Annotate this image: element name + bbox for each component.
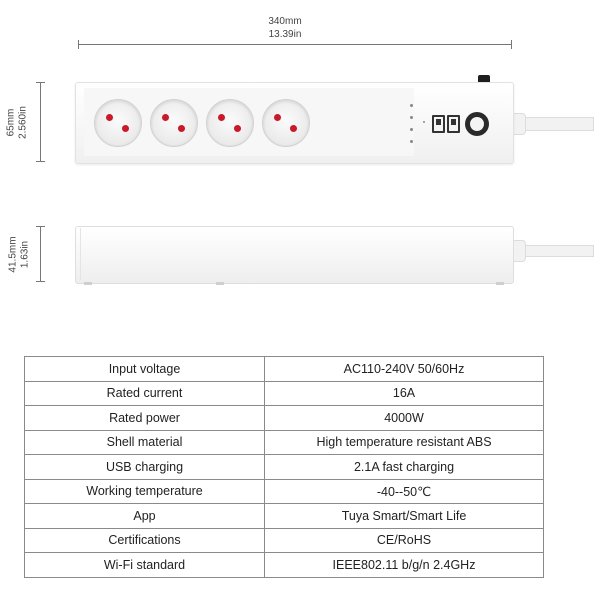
socket-2 [150, 99, 198, 147]
spec-value: High temperature resistant ABS [265, 430, 544, 455]
strip-side-housing [75, 226, 514, 284]
table-row [25, 479, 544, 504]
usb-port-1-icon [432, 115, 445, 133]
table-row [25, 406, 544, 431]
width-tick-bottom [36, 161, 45, 162]
length-tick-right [511, 40, 512, 49]
spec-label: App [25, 504, 265, 529]
table-row [25, 357, 544, 382]
length-in-label: 13.39in [268, 29, 302, 40]
spec-label: Working temperature [25, 479, 265, 504]
length-dimension-line [78, 44, 512, 45]
socket-1 [94, 99, 142, 147]
indicator-led-2 [410, 116, 413, 119]
spec-value: AC110-240V 50/60Hz [265, 357, 544, 382]
table-row [25, 528, 544, 553]
foot-3 [496, 282, 504, 285]
spec-label: Rated current [25, 381, 265, 406]
indicator-led-4 [410, 140, 413, 143]
length-mm-label: 340mm [268, 16, 302, 27]
usb-port-2-icon [447, 115, 460, 133]
indicator-led-3 [410, 128, 413, 131]
spec-value: 16A [265, 381, 544, 406]
spec-value: 4000W [265, 406, 544, 431]
table-row [25, 430, 544, 455]
spec-value: 2.1A fast charging [265, 455, 544, 480]
spec-label: Shell material [25, 430, 265, 455]
spec-value: Tuya Smart/Smart Life [265, 504, 544, 529]
spec-table [24, 356, 544, 578]
table-row [25, 381, 544, 406]
socket-4-pin-left [274, 114, 281, 121]
spec-label: USB charging [25, 455, 265, 480]
height-dimension-line [40, 226, 41, 282]
power-button-icon [465, 112, 489, 136]
socket-4 [262, 99, 310, 147]
socket-1-pin-right [122, 125, 129, 132]
width-tick-top [36, 82, 45, 83]
height-tick-top [36, 226, 45, 227]
width-dimension-line [40, 82, 41, 162]
spec-value: -40--50℃ [265, 479, 544, 504]
spec-value: IEEE802.11 b/g/n 2.4GHz [265, 553, 544, 578]
wifi-status-led [423, 121, 425, 123]
foot-2 [216, 282, 224, 285]
width-mm-label: 65mm [5, 108, 17, 137]
socket-3-pin-right [234, 125, 241, 132]
height-in-label: 1.63in [19, 240, 31, 269]
indicator-led-1 [410, 104, 413, 107]
length-tick-left [78, 40, 79, 49]
socket-2-pin-right [178, 125, 185, 132]
side-panel-seam [80, 228, 81, 280]
table-row [25, 553, 544, 578]
table-row [25, 504, 544, 529]
socket-1-pin-left [106, 114, 113, 121]
socket-2-pin-left [162, 114, 169, 121]
width-in-label: 2.560in [17, 106, 29, 139]
socket-3-pin-left [218, 114, 225, 121]
spec-label: Input voltage [25, 357, 265, 382]
spec-label: Certifications [25, 528, 265, 553]
spec-value: CE/RoHS [265, 528, 544, 553]
foot-1 [84, 282, 92, 285]
socket-4-pin-right [290, 125, 297, 132]
height-tick-bottom [36, 281, 45, 282]
height-mm-label: 41.5mm [7, 236, 19, 273]
spec-label: Rated power [25, 406, 265, 431]
spec-label: Wi-Fi standard [25, 553, 265, 578]
table-row [25, 455, 544, 480]
socket-3 [206, 99, 254, 147]
